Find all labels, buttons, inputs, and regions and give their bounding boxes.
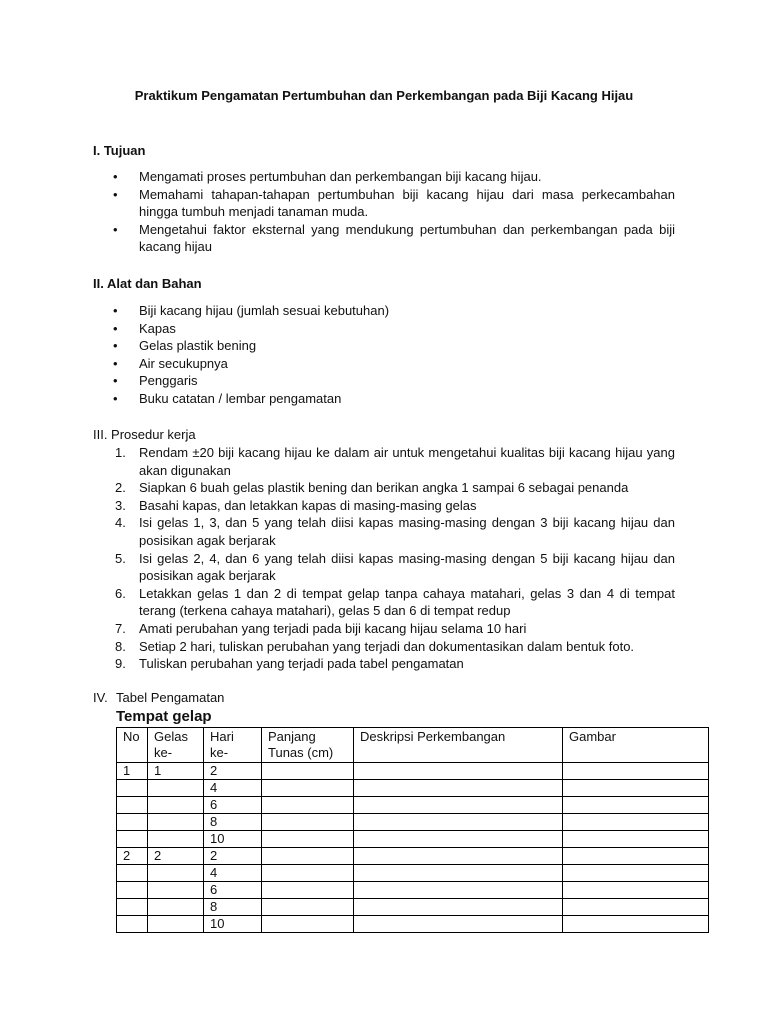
table-subheading: Tempat gelap: [116, 708, 212, 725]
table-cell: [354, 865, 563, 882]
table-cell: [148, 882, 204, 899]
table-cell: 4: [204, 780, 262, 797]
list-item: [93, 497, 675, 515]
column-header-gelas: Gelas ke-: [148, 728, 204, 763]
table-cell: [148, 814, 204, 831]
table-cell: [148, 916, 204, 933]
list-text: Letakkan gelas 1 dan 2 di tempat gelap tanpa cahaya matahari, gelas 3 dan 4 di tempat terang (terkena cahaya matahari), gelas 5 dan 6 di tempat redup: [139, 585, 675, 619]
list-item: [93, 550, 675, 585]
list-item: • Air secukupnya: [93, 355, 675, 373]
table-cell: 1: [148, 763, 204, 780]
list-number: 4.: [115, 515, 126, 531]
table-cell: [563, 780, 709, 797]
table-cell: 2: [117, 848, 148, 865]
table-cell: [563, 763, 709, 780]
list-item: • Buku catatan / lembar pengamatan: [93, 390, 675, 408]
table-cell: [354, 763, 563, 780]
section-heading-tujuan: I. Tujuan: [93, 143, 146, 158]
list-text: Basahi kapas, dan letakkan kapas di masing-masing gelas: [139, 497, 477, 513]
list-text: Rendam ±20 biji kacang hijau ke dalam air untuk mengetahui kualitas biji kacang hijau yang akan digunakan: [139, 445, 675, 478]
table-row: [117, 882, 709, 899]
list-number: 3.: [115, 497, 126, 513]
table-cell: [563, 899, 709, 916]
table-cell: [262, 780, 354, 797]
list-item: [93, 638, 675, 656]
list-item: • Mengetahui faktor eksternal yang mendukung pertumbuhan dan perkembangan pada biji kacang hijau: [93, 221, 675, 256]
table-cell: [117, 797, 148, 814]
list-item: [93, 585, 675, 620]
table-cell: [262, 882, 354, 899]
list-item: [93, 514, 675, 549]
table-row: [117, 831, 709, 848]
table-cell: [117, 899, 148, 916]
section-heading-tabel: [93, 690, 224, 705]
table-cell: 6: [204, 882, 262, 899]
table-cell: [262, 865, 354, 882]
list-item: [93, 444, 675, 479]
table-row: [117, 814, 709, 831]
table-cell: [262, 763, 354, 780]
table-row: [117, 865, 709, 882]
table-cell: [563, 814, 709, 831]
list-item: • Mengamati proses pertumbuhan dan perkembangan biji kacang hijau.: [93, 168, 675, 186]
list-number: 1.: [115, 445, 126, 460]
table-cell: [262, 848, 354, 865]
table-cell: 10: [204, 916, 262, 933]
list-item: • Memahami tahapan-tahapan pertumbuhan biji kacang hijau dari masa perkecambahan hingga tumbuh menjadi tanaman muda.: [93, 186, 675, 221]
table-cell: [262, 814, 354, 831]
list-item: [93, 620, 675, 638]
list-number: 8.: [115, 638, 126, 654]
table-cell: [117, 831, 148, 848]
table-cell: [563, 848, 709, 865]
table-cell: [262, 797, 354, 814]
table-row: [117, 797, 709, 814]
table-cell: 4: [204, 865, 262, 882]
list-item: • Gelas plastik bening: [93, 337, 675, 355]
table-row: [117, 916, 709, 933]
section-heading-prosedur: III. Prosedur kerja: [93, 427, 196, 442]
list-text: Isi gelas 1, 3, dan 5 yang telah diisi kapas masing-masing dengan 3 biji kacang hijau dan posisikan agak berjarak: [139, 515, 675, 548]
table-cell: [148, 780, 204, 797]
table-row: [117, 899, 709, 916]
column-header-no: No: [117, 728, 148, 763]
table-cell: [148, 865, 204, 882]
observation-table: [116, 727, 709, 933]
table-cell: [354, 916, 563, 933]
table-cell: 1: [117, 763, 148, 780]
table-cell: 2: [204, 763, 262, 780]
column-header-deskripsi: Deskripsi Perkembangan: [354, 728, 563, 763]
table-cell: [262, 831, 354, 848]
prosedur-list: [93, 444, 675, 673]
alat-list: [93, 302, 675, 408]
table-cell: 10: [204, 831, 262, 848]
table-cell: [262, 899, 354, 916]
section-heading-alat: II. Alat dan Bahan: [93, 276, 202, 291]
table-cell: 8: [204, 899, 262, 916]
list-item: • Biji kacang hijau (jumlah sesuai kebutuhan): [93, 302, 675, 320]
table-cell: 2: [148, 848, 204, 865]
table-cell: [563, 882, 709, 899]
list-text: Setiap 2 hari, tuliskan perubahan yang terjadi dan dokumentasikan dalam bentuk foto.: [139, 638, 635, 654]
roman-numeral: IV.: [93, 690, 108, 705]
table-cell: [117, 882, 148, 899]
table-cell: [354, 831, 563, 848]
table-cell: [563, 865, 709, 882]
page-title: Praktikum Pengamatan Pertumbuhan dan Perkembangan pada Biji Kacang Hijau: [134, 88, 634, 103]
list-item: • Kapas: [93, 320, 675, 338]
list-item: • Penggaris: [93, 372, 675, 390]
table-cell: [354, 848, 563, 865]
list-number: 7.: [115, 620, 126, 636]
table-cell: [563, 916, 709, 933]
table-cell: [117, 916, 148, 933]
table-cell: [354, 882, 563, 899]
list-text: Amati perubahan yang terjadi pada biji kacang hijau selama 10 hari: [139, 620, 527, 636]
list-number: 9.: [115, 656, 126, 672]
table-cell: [262, 916, 354, 933]
table-cell: [354, 797, 563, 814]
table-row: [117, 763, 709, 780]
list-item: [93, 479, 675, 497]
table-cell: [563, 797, 709, 814]
table-cell: 8: [204, 814, 262, 831]
column-header-gambar: Gambar: [563, 728, 709, 763]
table-cell: [148, 797, 204, 814]
column-header-panjang: Panjang Tunas (cm): [262, 728, 354, 763]
list-number: 5.: [115, 550, 126, 566]
table-cell: [117, 865, 148, 882]
table-cell: [354, 814, 563, 831]
table-row: [117, 848, 709, 865]
table-row: [117, 780, 709, 797]
list-text: Isi gelas 2, 4, dan 6 yang telah diisi kapas masing-masing dengan 5 biji kacang hijau dan posisikan agak berjarak: [139, 550, 675, 584]
table-cell: [354, 780, 563, 797]
column-header-hari: Hari ke-: [204, 728, 262, 763]
table-cell: [117, 814, 148, 831]
list-number: 2.: [115, 480, 126, 496]
list-number: 6.: [115, 585, 126, 601]
table-cell: 2: [204, 848, 262, 865]
table-cell: [354, 899, 563, 916]
table-cell: [148, 831, 204, 848]
table-cell: [563, 831, 709, 848]
tujuan-list: [93, 168, 675, 256]
list-text: Siapkan 6 buah gelas plastik bening dan berikan angka 1 sampai 6 sebagai penanda: [139, 480, 629, 496]
list-text: Tuliskan perubahan yang terjadi pada tabel pengamatan: [139, 656, 464, 672]
table-header-row: [117, 728, 709, 763]
section-heading-label: Tabel Pengamatan: [116, 690, 225, 705]
table-cell: 6: [204, 797, 262, 814]
table-cell: [148, 899, 204, 916]
list-item: [93, 655, 675, 673]
table-cell: [117, 780, 148, 797]
